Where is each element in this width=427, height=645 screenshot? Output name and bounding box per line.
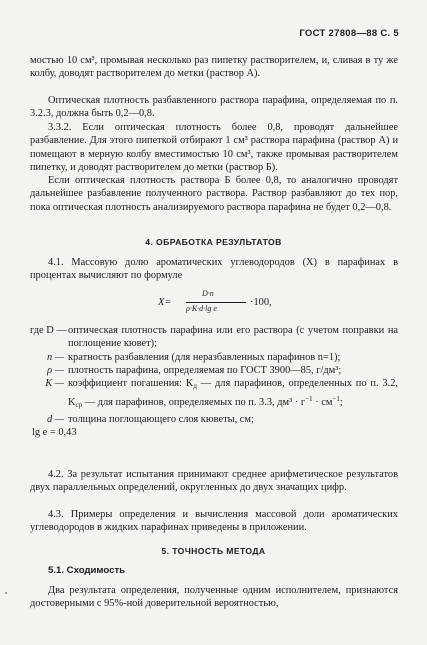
definition-text: [68, 377, 398, 413]
superscript: −1: [332, 395, 340, 404]
definition-k: [30, 377, 398, 413]
formula-lhs: X=: [158, 297, 172, 308]
paragraph-solution-b: Если оптическая плотность раствора Б более 0,8, то аналогично проводят дальнейшее разбавление полученного раствора. Раствор разбавляют до тех пор, пока оптическая плотность анализируемого раствора парафина не будет 0,2—0,8.: [30, 175, 398, 213]
subscript: д: [193, 382, 197, 391]
formula: [158, 289, 308, 316]
definitions-list: [30, 324, 398, 439]
definition-text: кратность разбавления (для неразбавленных парафинов n=1);: [68, 351, 341, 363]
definition-text-part: — для парафинов, определенных по п. 3.2, K: [68, 378, 398, 409]
subscript: ср: [75, 401, 83, 410]
scan-speck: [5, 592, 7, 594]
definition-text-part: ;: [339, 397, 343, 409]
definition-symbol: ρ —: [47, 364, 64, 376]
definition-symbol: n —: [46, 351, 64, 363]
definition-symbol: d —: [46, 413, 64, 425]
paragraph-3-3-2: 3.3.2. Если оптическая плотность более 0,8, проводят дальнейшее разбавление. Для этого пипеткой отбирают 1 см³ раствора парафина (раствор А) и помещают в мерную колбу вместимостью 10 см³, также промывая растворителем пипетку, и доводят растворителем до метки (раствор Б).: [30, 122, 398, 173]
formula-tail: ·100,: [250, 297, 272, 308]
definition-text: оптическая плотность парафина или его раствора (с учетом поправки на поглощение кювет);: [68, 325, 398, 350]
definition-lg-e: lg e = 0,43: [32, 427, 77, 439]
formula-numerator: D·n: [202, 289, 214, 298]
paragraph-optical-density: Оптическая плотность разбавленного раствора парафина, определяемая по п. 3.2.3, должна быть 0,2—0,8.: [30, 95, 398, 120]
definition-symbol: K —: [45, 378, 64, 390]
section-4-heading: 4. ОБРАБОТКА РЕЗУЛЬТАТОВ: [145, 237, 282, 247]
definition-text-part: коэффициент погашения: K: [68, 378, 194, 390]
paragraph-4-1: 4.1. Массовую долю ароматических углеводородов (X) в парафинах в процентах вычисляют по формуле: [30, 257, 398, 282]
definition-text-part: · см: [312, 397, 333, 409]
section-5-heading: 5. ТОЧНОСТЬ МЕТОДА: [161, 546, 266, 556]
superscript: −1: [305, 395, 313, 404]
fraction-bar: [186, 302, 246, 303]
paragraph-dilution-a: мостью 10 см³, промывая несколько раз пипетку растворителем, и, сливая в ту же колбу, доводят растворителем до метки (раствор А).: [30, 55, 398, 80]
definition-n: [30, 351, 398, 364]
page-header: ГОСТ 27808—88 С. 5: [299, 28, 399, 39]
definition-symbol: где D —: [30, 325, 67, 336]
definition-text: толщина поглощающего слоя кюветы, см;: [68, 413, 254, 425]
definition-text-part: — для парафинов, определяемых по п. 3.3, дм³ · г: [82, 397, 306, 409]
definition-thickness: [30, 413, 398, 426]
paragraph-4-3: 4.3. Примеры определения и вычисления массовой доли ароматических углеводородов в жидких парафинах приведены в приложении.: [30, 509, 398, 534]
formula-denominator: ρ·K·d·lg e: [186, 304, 217, 313]
definition-rho: [30, 364, 398, 377]
paragraph-4-2: 4.2. За результат испытания принимают среднее арифметическое результатов двух параллельных определений, округленных до двух значащих цифр.: [30, 469, 398, 494]
paragraph-5-1: Два результата определения, полученные одним исполнителем, признаются достоверными с 95%-ной доверительной вероятностью,: [30, 585, 398, 610]
definition-d: [30, 324, 398, 351]
definition-text: плотность парафина, определяемая по ГОСТ 3900—85, г/дм³;: [68, 364, 342, 376]
subsection-5-1-heading: 5.1. Сходимость: [48, 565, 126, 576]
